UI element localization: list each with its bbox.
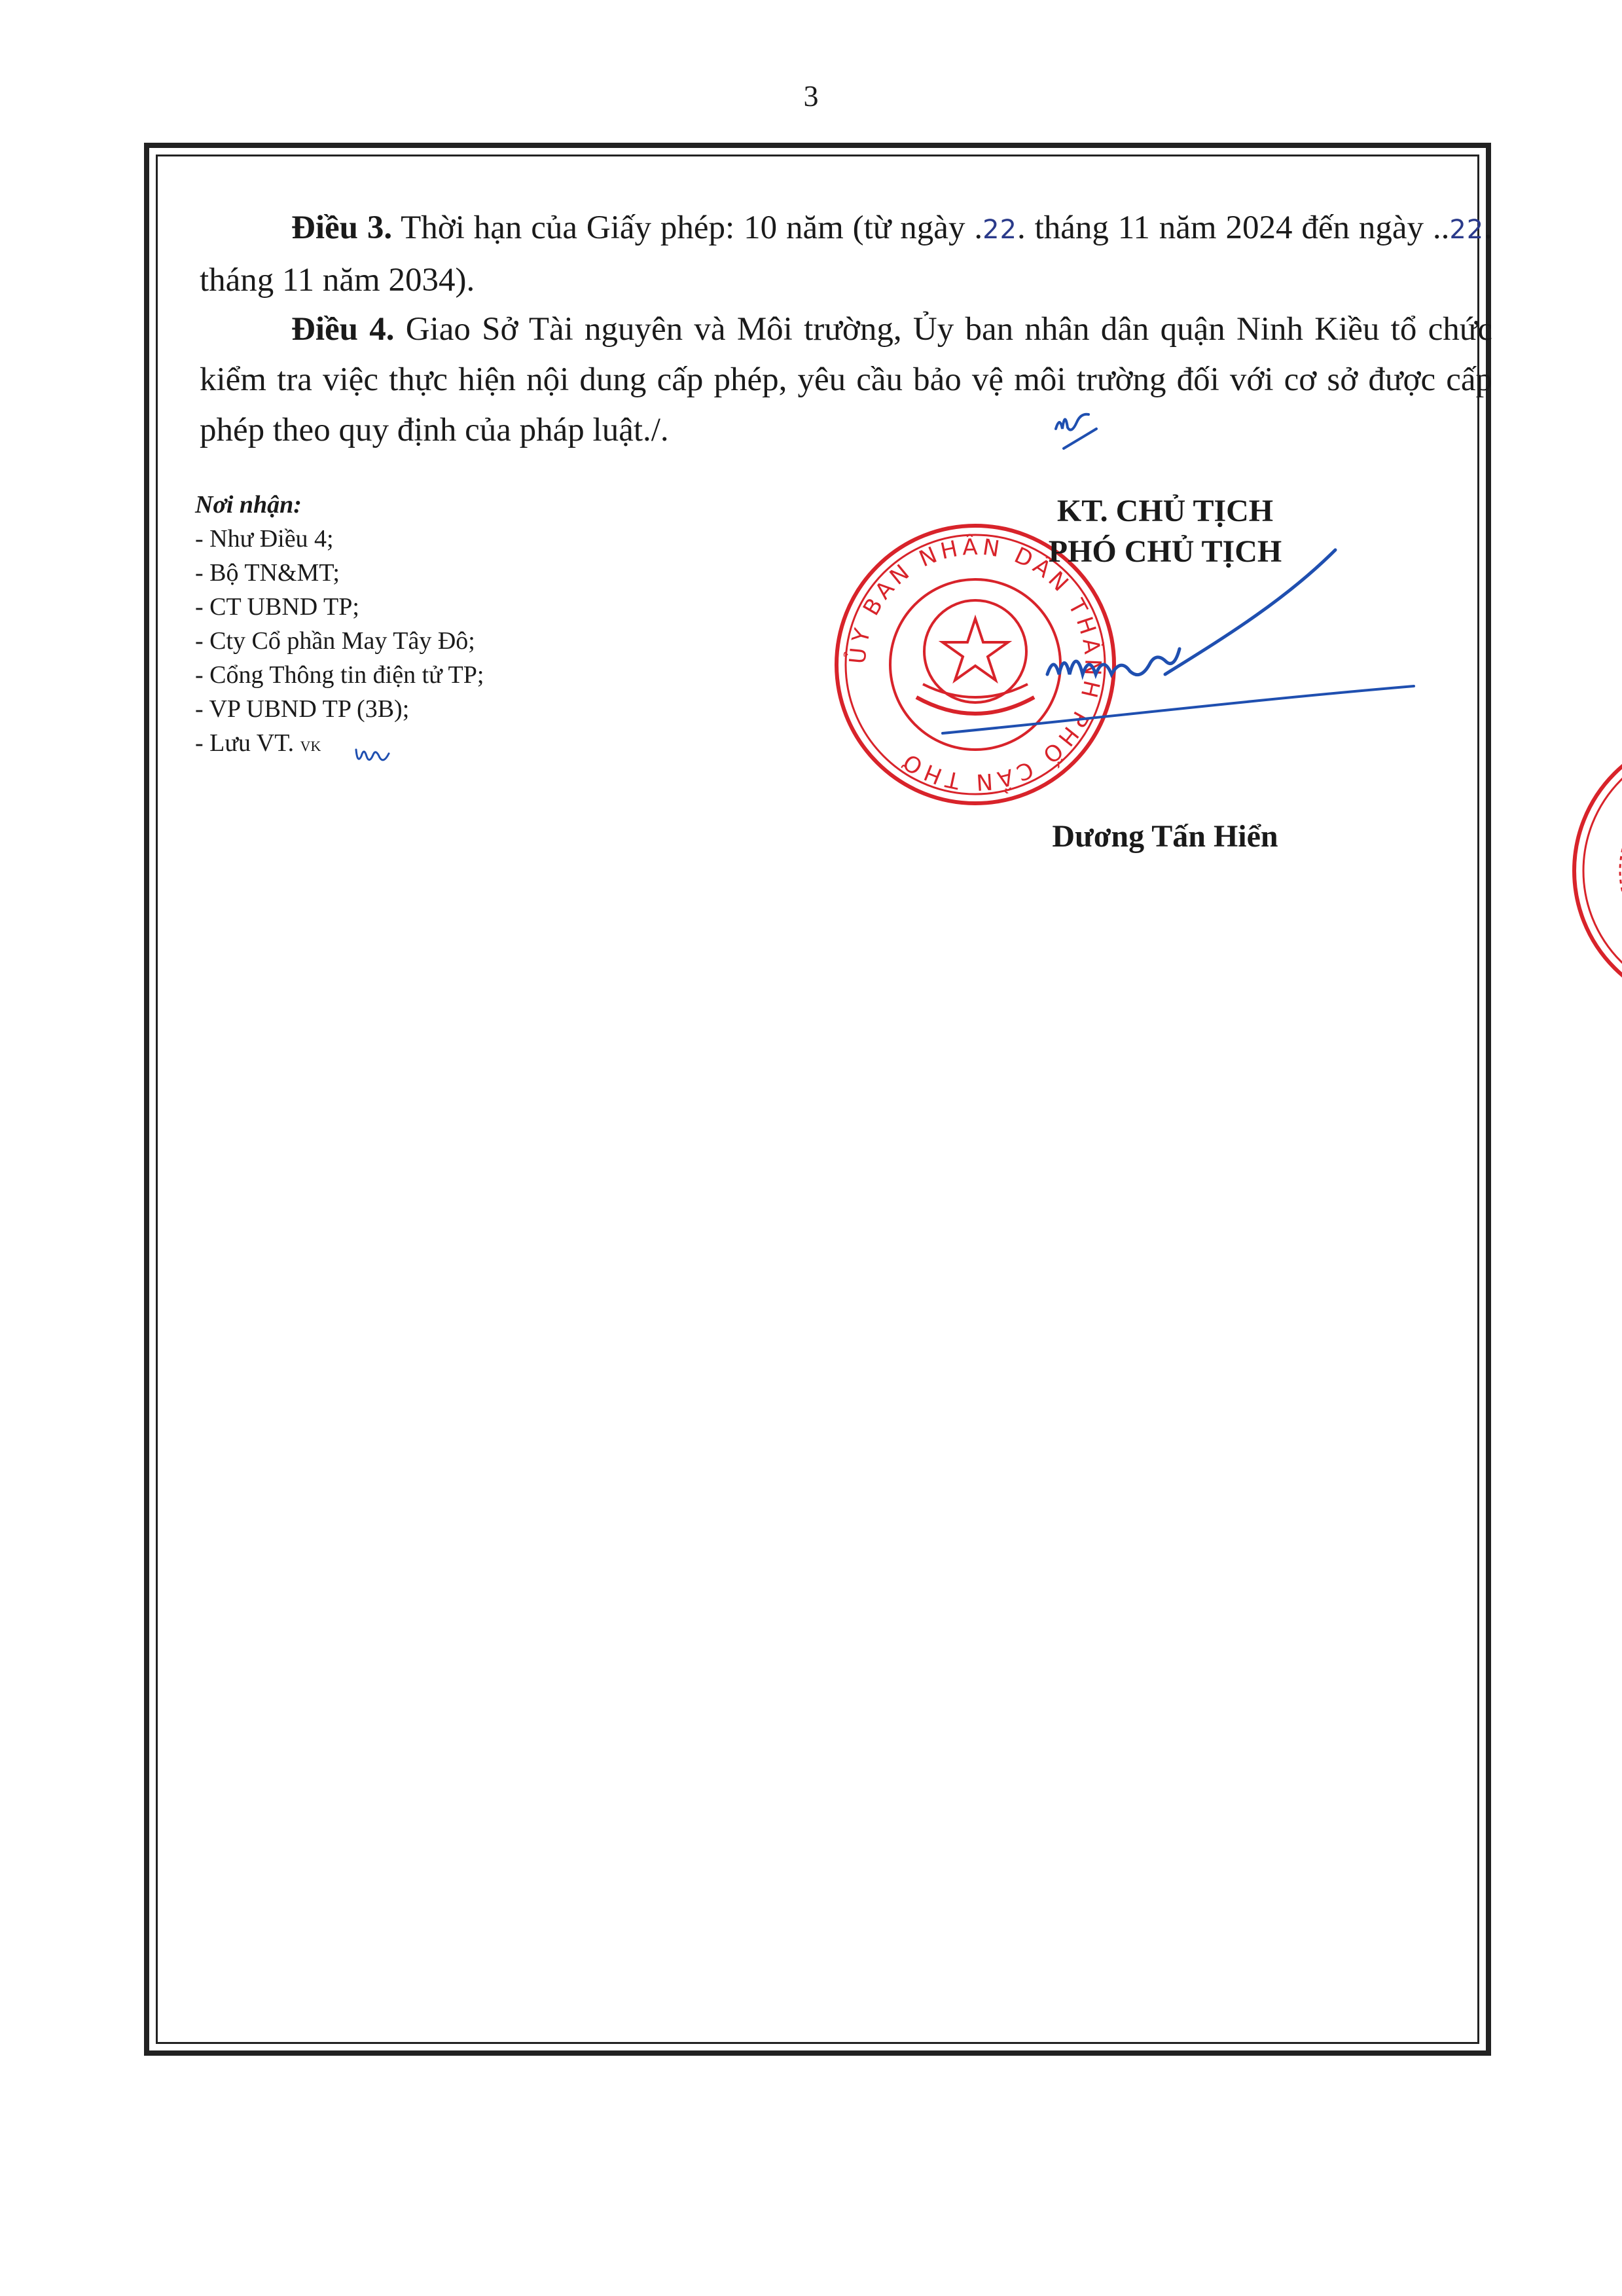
recipient-item: - Cổng Thông tin điện tử TP; — [195, 661, 484, 689]
signature-title-line2: PHÓ CHỦ TỊCH — [1048, 534, 1282, 569]
signer-name: Dương Tấn Hiển — [1052, 819, 1278, 854]
partial-seal-edge — [1561, 720, 1622, 1021]
recipients-block — [195, 488, 484, 763]
article-3-text-c: . tháng 11 năm 2034). — [200, 210, 1492, 299]
signature-title-line1: KT. CHỦ TỊCH — [1056, 494, 1274, 528]
recipient-item: - Lưu VT. — [195, 729, 295, 757]
article-3-label: Điều 3. — [291, 210, 393, 246]
article-4-text: Giao Sở Tài nguyên và Môi trường, Ủy ban nhân dân quận Ninh Kiều tổ chức kiểm tra việc thực hiện nội dung cấp phép, yêu cầu bảo vệ môi trường đối với cơ sở được cấp phép theo quy định của pháp luật./. — [200, 311, 1493, 448]
article-4 — [200, 304, 1492, 456]
seal-text: ỦY BAN NHÂN DÂN THÀNH PHỐ CẦN THƠ — [844, 534, 1106, 795]
handwritten-signature — [916, 537, 1427, 759]
recipients-title: Nơi nhận: — [195, 491, 302, 519]
recipient-item: - Như Điều 4; — [195, 525, 334, 553]
handwritten-initial-mark — [353, 743, 399, 769]
recipient-item-archive — [195, 726, 484, 763]
handwritten-initial-mark — [1051, 403, 1103, 455]
article-3 — [200, 203, 1492, 306]
article-4-label: Điều 4. — [291, 311, 395, 348]
page-number: 3 — [803, 79, 819, 113]
archive-suffix: VK — [300, 738, 321, 754]
article-3-day-start: 22 — [982, 215, 1017, 245]
recipient-item: - CT UBND TP; — [195, 593, 359, 621]
article-3-day-end: 22 — [1449, 215, 1485, 245]
recipient-item: - Cty Cổ phần May Tây Đô; — [195, 627, 475, 655]
article-3-text-a: Thời hạn của Giấy phép: 10 năm (từ ngày . — [392, 210, 983, 246]
recipient-item: - Bộ TN&MT; — [195, 559, 340, 587]
article-3-text-b: . tháng 11 năm 2024 đến ngày .. — [1017, 210, 1450, 246]
recipient-item: - VP UBND TP (3B); — [195, 695, 410, 723]
